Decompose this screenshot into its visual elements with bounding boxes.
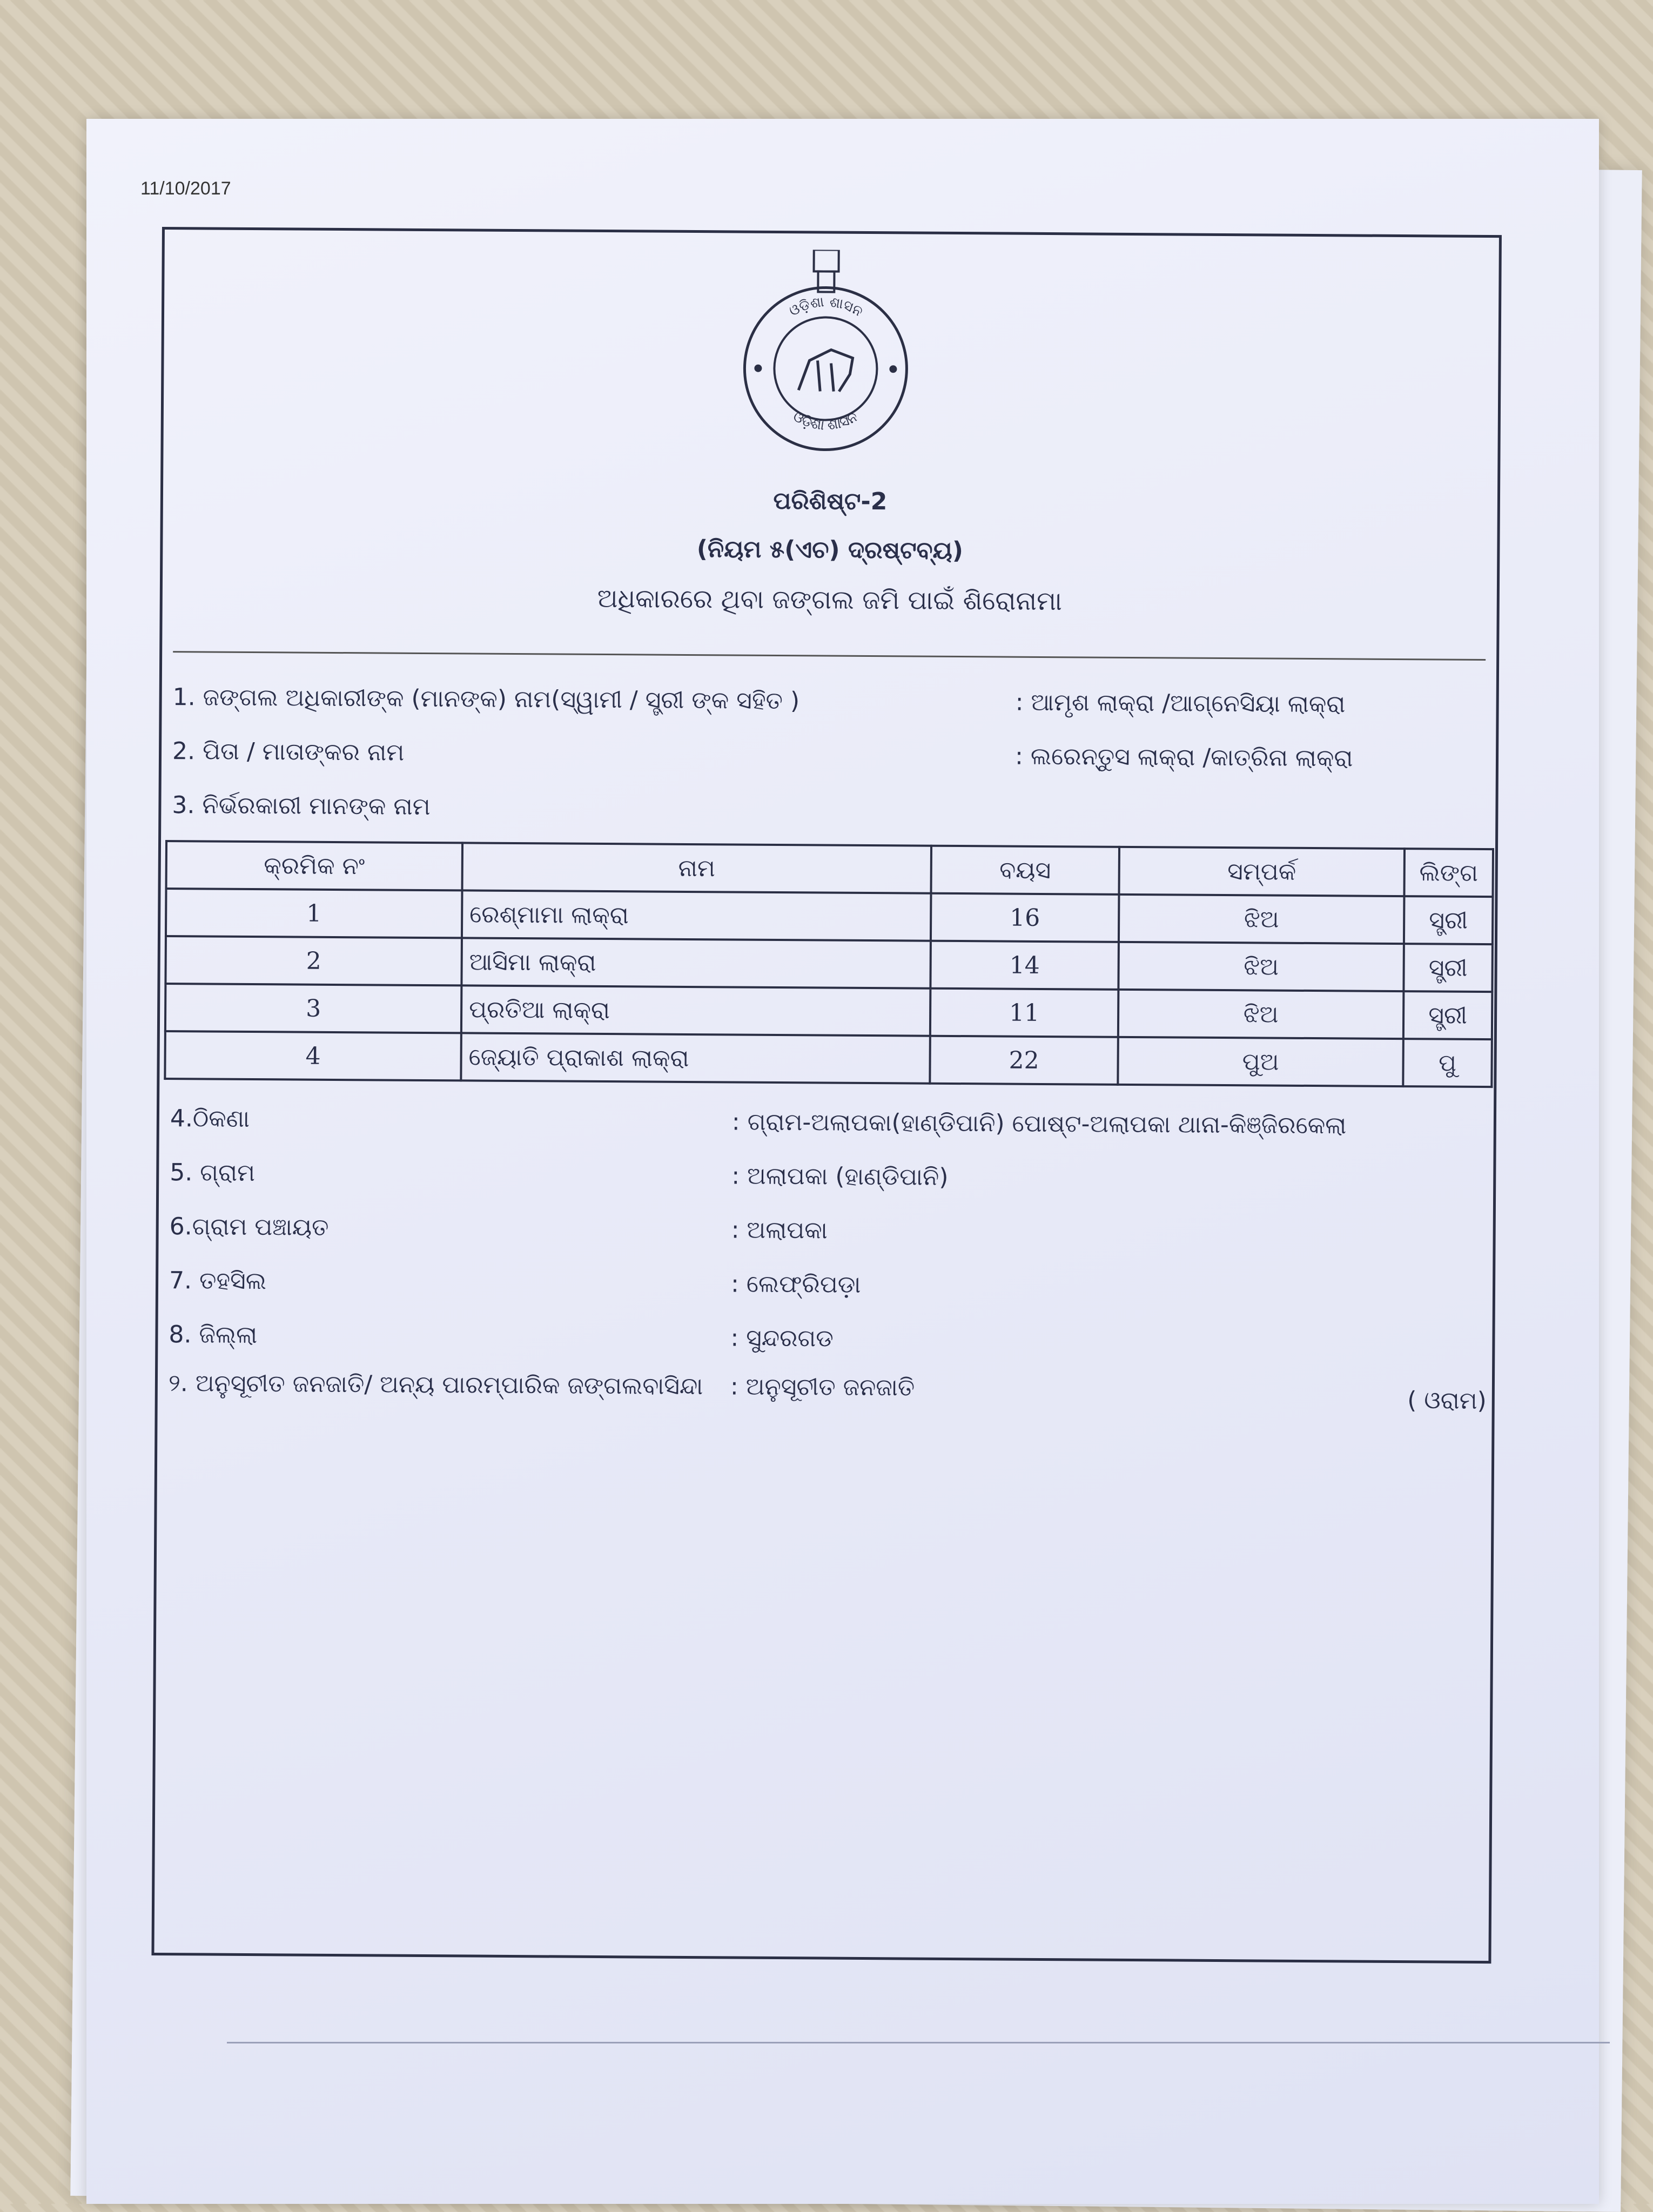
tehsil-value: : ଲେଫ୍ରିପଡ଼ା [730, 1270, 861, 1299]
lion-capital-icon [814, 250, 839, 271]
relation-cell: ଝିଅ [1119, 895, 1405, 944]
serial-cell: 3 [165, 984, 462, 1033]
dependents-table [164, 840, 1494, 1088]
district-label: 8. ଜିଲ୍ଲା [169, 1321, 258, 1349]
table-row [165, 984, 1492, 1039]
gender-cell: ସ୍ତ୍ରୀ [1403, 944, 1493, 992]
relation-cell: ପୁଅ [1118, 1037, 1403, 1086]
gender-cell: ସ୍ତ୍ରୀ [1404, 896, 1493, 944]
svg-text:ଓଡ଼ିଶା ଶାସନ: ଓଡ଼ିଶା ଶାସନ [786, 294, 866, 320]
name-cell: ରେଶ୍ମାମା ଲାକ୍ରା [462, 890, 931, 940]
form-frame [151, 227, 1502, 1964]
handwritten-date: 11/10/2017 [140, 178, 231, 199]
relation-cell: ଝିଅ [1118, 990, 1404, 1039]
panchayat-label: 6.ଗ୍ରାମ ପଞ୍ଚାୟତ [169, 1213, 329, 1241]
address-label: 4.ଠିକଣା [170, 1105, 250, 1133]
tribe-category-label: ୨. ଅନୁସୂଚୀତ ଜନଜାତି/ ଅନ୍ୟ ପାରମ୍ପାରିକ ଜଙ୍ଗଲବାସିନ୍ଦା [168, 1369, 703, 1401]
col-age: ବୟସ [931, 846, 1119, 895]
tribe-name: ( ଓରାମ) [1407, 1387, 1487, 1415]
bottom-edge-line [227, 2042, 1610, 2043]
svg-text:ଓଡ଼ିଶା ଶାସନ: ଓଡ଼ିଶା ଶାସନ [790, 408, 861, 434]
tehsil-label: 7. ତହସିଲ [169, 1267, 267, 1295]
col-relation: ସମ୍ପର୍କ [1119, 847, 1405, 896]
table-header-row [166, 841, 1493, 897]
serial-cell: 4 [165, 1031, 461, 1080]
panchayat-value: : ଅଲାପକା [731, 1216, 828, 1245]
district-value: : ସୁନ୍ଦରଗଡ [730, 1324, 834, 1353]
age-cell: 11 [930, 989, 1119, 1037]
col-serial: କ୍ରମିକ ନଂ [166, 841, 463, 890]
serial-cell: 2 [165, 936, 462, 985]
field-parents-value: : ଲରେନ୍ତୁସ ଲାକ୍ରା /କାତ୍ରିନା ଲାକ୍ରା [1014, 742, 1353, 772]
table-row [166, 889, 1493, 944]
col-name: ନାମ [462, 843, 932, 893]
name-cell: ପ୍ରତିଆ ଲାକ୍ରା [461, 985, 931, 1036]
rule-reference: (ନିୟମ ୫(ଏଚ) ଦ୍ରଷ୍ଟବ୍ୟ) [696, 535, 964, 565]
village-label: 5. ଗ୍ରାମ [170, 1159, 256, 1187]
serial-cell: 1 [166, 889, 462, 938]
annex-title: ପରିଶିଷ୍ଟ-2 [773, 487, 888, 516]
col-gender: ଲିଙ୍ଗ [1404, 849, 1493, 897]
gender-cell: ସ୍ତ୍ରୀ [1403, 991, 1493, 1039]
field-parents-label: 2. ପିତା / ମାତାଙ୍କର ନାମ [172, 737, 405, 767]
table-row [165, 936, 1492, 992]
age-cell: 22 [930, 1036, 1118, 1085]
village-value: : ଅଲାପକା (ହାଣ୍ଡିପାନି) [731, 1162, 949, 1191]
age-cell: 14 [930, 941, 1119, 990]
name-cell: ଆସିମା ଲାକ୍ରା [461, 938, 931, 988]
address-value: : ଗ୍ରାମ-ଅଲାପକା(ହାଣ୍ଡିପାନି) ପୋଷ୍ଟ-ଅଲାପକା ଥାନା-କିଞ୍ଜିରକେଲା [731, 1108, 1347, 1140]
form-heading: ଅଧିକାରରେ ଥିବା ଜଙ୍ଗଲ ଜମି ପାଇଁ ଶିରୋନାମା [597, 583, 1063, 617]
field-dependents-label: 3. ନିର୍ଭରକାରୀ ମାନଙ୍କ ନାମ [172, 791, 431, 821]
name-cell: ଜ୍ୟୋତି ପ୍ରାକାଶ ଲାକ୍ରା [461, 1033, 930, 1083]
relation-cell: ଝିଅ [1118, 942, 1404, 991]
tribe-category-value: : ଅନୁସୂଚୀତ ଜନଜାତି [730, 1373, 915, 1402]
gender-cell: ପୁ [1403, 1039, 1492, 1087]
state-emblem-seal [736, 250, 915, 456]
horse-icon [798, 349, 852, 392]
field-holder-value: : ଆମୃଶ ଲାକ୍ରା /ଆଗ୍ନେସିୟା ଲାକ୍ରା [1015, 688, 1346, 718]
header-divider [173, 651, 1486, 661]
table-row [165, 1031, 1491, 1087]
age-cell: 16 [931, 893, 1119, 942]
field-holder-label: 1. ଜଙ୍ଗଲ ଅଧିକାରୀଙ୍କ (ମାନଙ୍କ) ନାମ(ସ୍ୱାମୀ / ସ୍ତ୍ରୀ ଙ୍କ ସହିତ ) [172, 683, 800, 715]
